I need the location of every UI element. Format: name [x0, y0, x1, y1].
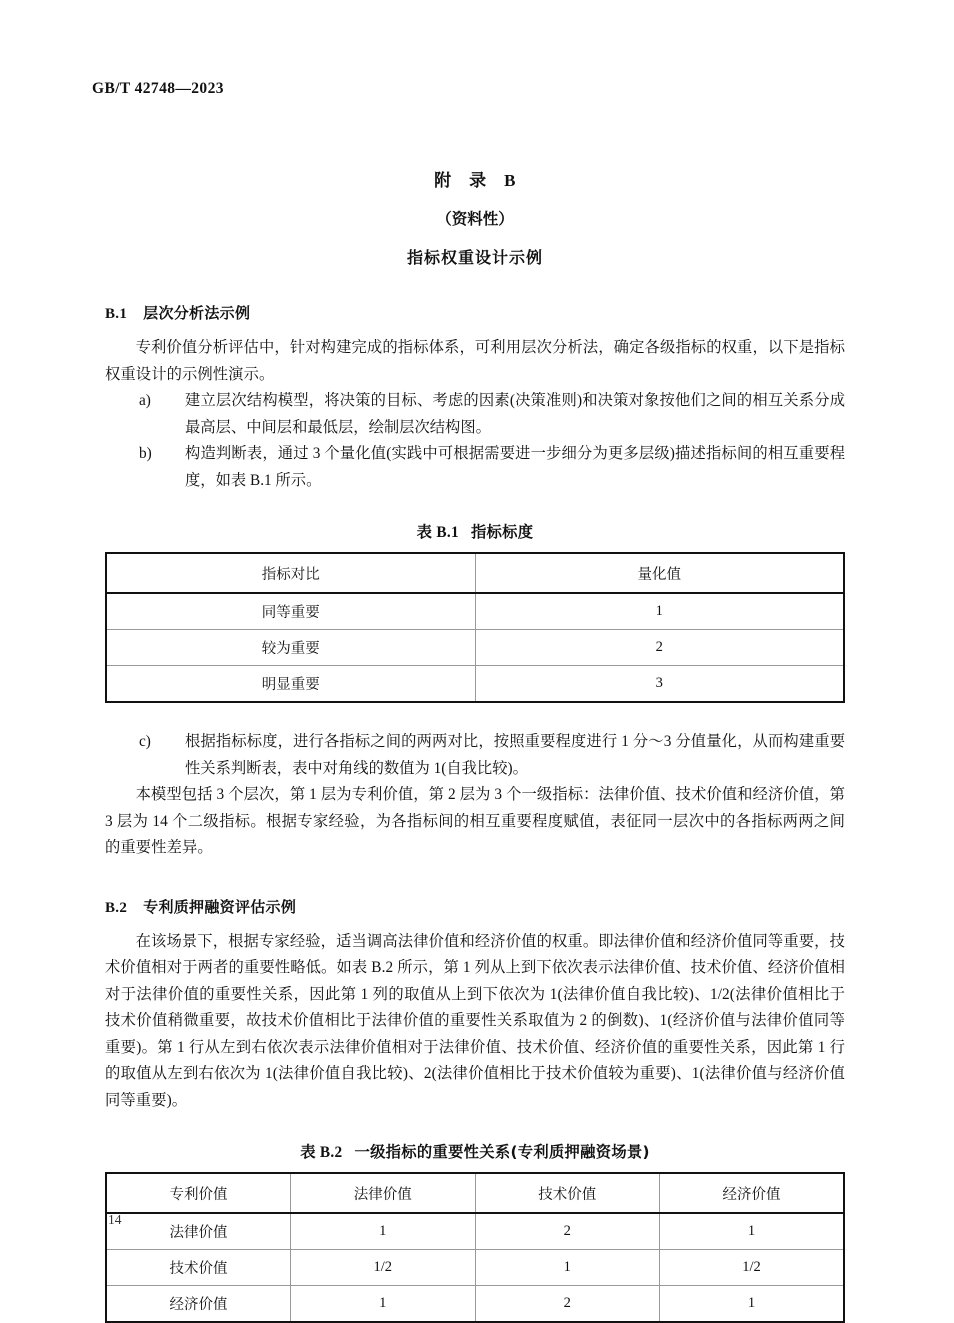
table-b2-cell-label: 经济价值 — [106, 1286, 291, 1323]
running-header — [92, 80, 224, 98]
clause-title-b1: 层次分析法示例 — [143, 304, 251, 322]
table-b1-caption-title: 指标标度 — [470, 523, 534, 541]
table-row — [106, 1250, 844, 1286]
table-b1-cell-label: 同等重要 — [106, 593, 475, 630]
table-b2-cell-value: 2 — [475, 1286, 660, 1323]
table-b2-header-cell: 经济价值 — [660, 1173, 845, 1213]
table-row — [106, 630, 844, 666]
table-b2-cell-value: 1 — [291, 1213, 476, 1250]
annex-name: 指标权重设计示例 — [406, 248, 543, 267]
table-row — [106, 666, 844, 703]
table-b1-caption — [105, 520, 845, 542]
list-item — [139, 441, 845, 494]
table-b2 — [105, 1172, 845, 1323]
table-b1-cell-value: 2 — [475, 630, 844, 666]
list-b1-c — [105, 729, 845, 782]
table-row — [106, 1213, 844, 1250]
table-b2-header-cell: 法律价值 — [291, 1173, 476, 1213]
list-item — [139, 729, 845, 782]
table-b2-cell-value: 1 — [660, 1213, 845, 1250]
table-b2-header-cell: 专利价值 — [106, 1173, 291, 1213]
list-b1-ab — [105, 388, 845, 494]
list-item — [139, 388, 845, 441]
list-text-b: 构造判断表，通过 3 个量化值(实践中可根据需要进一步细分为更多层级)描述指标间的相互重要程度，如表 B.1 所示。 — [185, 445, 845, 489]
table-b2-cell-label: 法律价值 — [106, 1213, 291, 1250]
table-b2-caption-title: 一级指标的重要性关系(专利质押融资场景) — [354, 1143, 650, 1161]
table-b1-header-row — [106, 553, 844, 593]
table-b2-cell-value: 1/2 — [291, 1250, 476, 1286]
table-b2-cell-value: 1/2 — [660, 1250, 845, 1286]
table-row — [106, 593, 844, 630]
table-row — [106, 1286, 844, 1323]
table-b2-header-cell: 技术价值 — [475, 1173, 660, 1213]
table-b2-cell-label: 技术价值 — [106, 1250, 291, 1286]
table-b1-cell-label: 较为重要 — [106, 630, 475, 666]
page-content — [105, 150, 845, 1323]
paragraph-b1-model: 本模型包括 3 个层次，第 1 层为专利价值，第 2 层为 3 个一级指标：法律价值、技术价值和经济价值，第 3 层为 14 个二级指标。根据专家经验，为各指标间的相互重要程度赋值，表征同一层次中的各指标两两之间的重要性差异。 — [105, 786, 845, 856]
table-b2-cell-value: 1 — [475, 1250, 660, 1286]
list-marker-c: c) — [139, 733, 151, 750]
list-marker-b: b) — [139, 445, 152, 462]
clause-heading-b2 — [105, 896, 845, 917]
table-b2-caption-number: 表 B.2 — [300, 1144, 343, 1161]
standard-number: GB/T 42748—2023 — [92, 80, 224, 97]
table-b1-header-cell: 指标对比 — [106, 553, 475, 593]
table-b2-cell-value: 2 — [475, 1213, 660, 1250]
table-b2-cell-value: 1 — [660, 1286, 845, 1323]
annex-label: 附 录 B — [434, 171, 516, 190]
annex-kind: （资料性） — [436, 210, 514, 228]
table-b1-cell-value: 3 — [475, 666, 844, 703]
paragraph-b1-intro: 专利价值分析评估中，针对构建完成的指标体系，可利用层次分析法，确定各级指标的权重，以下是指标权重设计的示例性演示。 — [105, 339, 845, 383]
clause-number-b2: B.2 — [105, 899, 128, 916]
clause-heading-b1 — [105, 302, 845, 323]
list-text-c: 根据指标标度，进行各指标之间的两两对比，按照重要程度进行 1 分～3 分值量化，从而构建重要性关系判断表，表中对角线的数值为 1(自我比较)。 — [185, 733, 845, 777]
table-b2-header-row — [106, 1173, 844, 1213]
table-b1-cell-value: 1 — [475, 593, 844, 630]
table-b2-cell-value: 1 — [291, 1286, 476, 1323]
table-b1 — [105, 552, 845, 703]
table-b1-header-cell: 量化值 — [475, 553, 844, 593]
table-b1-caption-number: 表 B.1 — [416, 524, 459, 541]
table-b2-caption — [105, 1140, 845, 1162]
list-marker-a: a) — [139, 392, 151, 409]
table-b1-cell-label: 明显重要 — [106, 666, 475, 703]
paragraph-b2-intro: 在该场景下，根据专家经验，适当调高法律价值和经济价值的权重。即法律价值和经济价值同等重要，技术价值相对于两者的重要性略低。如表 B.2 所示，第 1 列从上到下依次表示法律价值、技术价值、经济价值相对于法律价值的重要性关系，因此第 1 列的取值从上到下依次为 1(法律价值自我比较)、1/2(法律价值相比于技术价值稍微重要，故技术价值相比于法律价值的重要性关系取值为 2 的倒数)、1(经济价值与法律价值同等重要)。第 1 行从左到右依次表示法律价值相对于法律价值、技术价值、经济价值的重要性关系，因此第 1 行的取值从左到右依次为 1(法律价值自我比较)、2(法律价值相比于技术价值较为重要)、1(法律价值与经济价值同等重要)。 — [105, 932, 845, 1109]
page-number: 14 — [108, 1212, 122, 1227]
clause-title-b2: 专利质押融资评估示例 — [143, 897, 297, 916]
list-text-a: 建立层次结构模型，将决策的目标、考虑的因素(决策准则)和决策对象按他们之间的相互关系分成最高层、中间层和最低层，绘制层次结构图。 — [185, 392, 845, 436]
clause-number-b1: B.1 — [105, 306, 128, 322]
